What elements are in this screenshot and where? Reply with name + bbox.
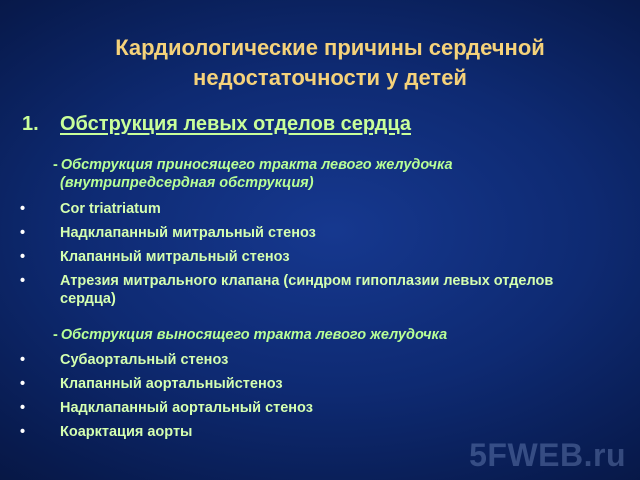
subheading-inflow	[53, 156, 573, 192]
bullet: •	[20, 225, 26, 241]
heading-text: Обструкция левых отделов сердца	[60, 113, 411, 135]
bullet: •	[20, 376, 26, 392]
list-item: • Надклапанный митральный стеноз	[20, 225, 316, 241]
inflow-list	[20, 200, 600, 314]
list-item: • Атрезия митрального клапана (синдром гипоплазии левых отделов сердца)	[20, 273, 554, 307]
subheading-dash: -	[53, 157, 58, 173]
list-item: • Надклапанный аортальный стеноз	[20, 400, 313, 416]
heading-number: 1.	[22, 113, 39, 135]
subheading-outflow	[53, 326, 573, 344]
subheading-inflow-label: Обструкция приносящего тракта левого желудочка	[60, 157, 453, 173]
subheading-inflow-cont: (внутрипредсердная обструкция)	[60, 175, 314, 191]
list-item: • Клапанный митральный стеноз	[20, 249, 290, 265]
bullet: •	[20, 352, 26, 368]
list-item: • Субаортальный стеноз	[20, 352, 229, 368]
slide-title: Кардиологические причины сердечной недостаточности у детей	[115, 35, 545, 90]
bullet: •	[20, 400, 26, 416]
list-item: • Коарктация аорты	[20, 424, 193, 440]
watermark: 5FWEB.ru	[469, 437, 626, 473]
bullet: •	[20, 249, 26, 265]
section-heading	[22, 111, 582, 137]
bullet: •	[20, 273, 26, 289]
bullet: •	[20, 424, 26, 440]
subheading-outflow-label: Обструкция выносящего тракта левого желудочка	[60, 327, 448, 343]
subheading-dash: -	[53, 327, 58, 343]
bullet: •	[20, 201, 26, 217]
list-item: • Cor triatriatum	[20, 201, 161, 217]
list-item: • Клапанный аортальныйстеноз	[20, 376, 283, 392]
outflow-list	[20, 351, 600, 447]
